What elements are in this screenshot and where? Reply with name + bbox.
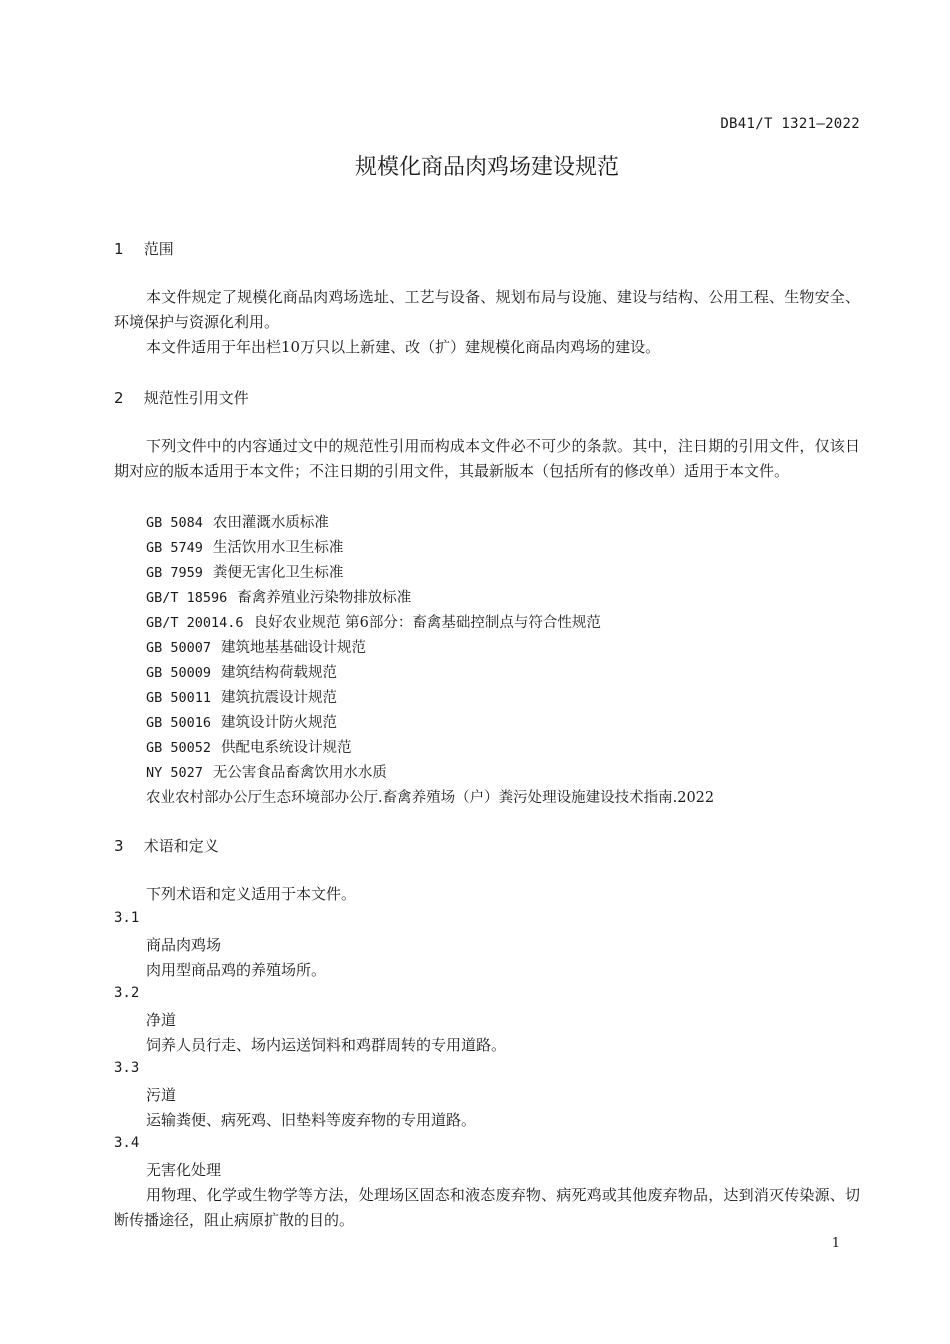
reference-item: [146, 736, 352, 757]
section-heading-terms: [114, 835, 219, 856]
reference-title: 生活饮用水卫生标准: [212, 540, 344, 556]
section-heading-scope: [114, 238, 174, 259]
reference-code: GB 5749: [146, 540, 203, 556]
references-intro: 下列文件中的内容通过文中的规范性引用而构成本文件必不可少的条款。其中，注日期的引用文件，仅该日期对应的版本适用于本文件；不注日期的引用文件，其最新版本（包括所有的修改单）适用于本文件。: [114, 437, 860, 480]
reference-code: GB 5084: [146, 515, 203, 531]
reference-title: 建筑设计防火规范: [221, 715, 338, 731]
reference-item: [146, 536, 343, 557]
section-number: 2: [114, 389, 124, 407]
reference-title: 建筑抗震设计规范: [221, 690, 338, 706]
term-number: 3.4: [114, 1135, 140, 1151]
section-heading-normative-references: [114, 387, 249, 408]
reference-code: GB 50011: [146, 690, 212, 706]
term-definition: 运输粪便、病死鸡、旧垫料等废弃物的专用道路。: [146, 1111, 477, 1129]
section-title: 范围: [143, 240, 174, 258]
reference-item: [146, 761, 387, 782]
term-name: 污道: [146, 1086, 177, 1104]
term-definition: 肉用型商品鸡的养殖场所。: [146, 961, 327, 979]
reference-title: 粪便无害化卫生标准: [212, 565, 344, 581]
reference-title: 建筑地基基础设计规范: [221, 640, 367, 656]
reference-code: GB/T 18596: [146, 590, 228, 606]
reference-code: GB 50007: [146, 640, 212, 656]
reference-code: GB 7959: [146, 565, 203, 581]
term-definition: 用物理、化学或生物学等方法，处理场区固态和液态废弃物、病死鸡或其他废弃物品，达到消灭传染源、切断传播途径，阻止病原扩散的目的。: [114, 1186, 860, 1229]
scope-paragraph-1: 本文件规定了规模化商品肉鸡场选址、工艺与设备、规划布局与设施、建设与结构、公用工程、生物安全、环境保护与资源化利用。: [114, 288, 860, 331]
section-number: 1: [114, 240, 124, 258]
term-number: 3.1: [114, 910, 140, 926]
scope-paragraph-2: 本文件适用于年出栏10万只以上新建、改（扩）建规模化商品肉鸡场的建设。: [146, 338, 661, 356]
term-name: 商品肉鸡场: [146, 936, 222, 954]
reference-code: GB 50016: [146, 715, 212, 731]
reference-item: [146, 661, 337, 682]
reference-title: 建筑结构荷载规范: [221, 665, 338, 681]
term-name: 净道: [146, 1011, 177, 1029]
term-name: 无害化处理: [146, 1161, 222, 1179]
reference-code: GB/T 20014.6: [146, 615, 244, 631]
reference-item: [146, 711, 337, 732]
reference-code: NY 5027: [146, 765, 203, 781]
term-number: 3.3: [114, 1060, 140, 1076]
section-number: 3: [114, 837, 124, 855]
reference-item: [146, 586, 411, 607]
reference-item: [146, 611, 601, 632]
reference-item: [146, 561, 343, 582]
page-number: 1: [831, 1236, 840, 1251]
document-title: 规模化商品肉鸡场建设规范: [354, 155, 619, 180]
reference-title: 供配电系统设计规范: [221, 740, 352, 756]
term-number: 3.2: [114, 985, 140, 1001]
document-code: DB41/T 1321—2022: [720, 116, 860, 132]
term-definition: 饲养人员行走、场内运送饲料和鸡群周转的专用道路。: [146, 1036, 507, 1054]
terms-intro: 下列术语和定义适用于本文件。: [146, 885, 357, 903]
reference-title: 无公害食品畜禽饮用水水质: [212, 765, 387, 781]
reference-item: [146, 686, 337, 707]
reference-item-guideline: 农业农村部办公厅生态环境部办公厅.畜禽养殖场（户）粪污处理设施建设技术指南.2022: [146, 790, 715, 806]
section-title: 规范性引用文件: [143, 389, 249, 407]
section-title: 术语和定义: [143, 837, 219, 855]
reference-code: GB 50009: [146, 665, 212, 681]
reference-title: 农田灌溉水质标准: [212, 515, 329, 531]
reference-item: [146, 636, 366, 657]
reference-code: GB 50052: [146, 740, 212, 756]
reference-title: 畜禽养殖业污染物排放标准: [237, 590, 412, 606]
reference-title: 良好农业规范 第6部分：畜禽基础控制点与符合性规范: [253, 615, 601, 631]
reference-item: [146, 511, 329, 532]
